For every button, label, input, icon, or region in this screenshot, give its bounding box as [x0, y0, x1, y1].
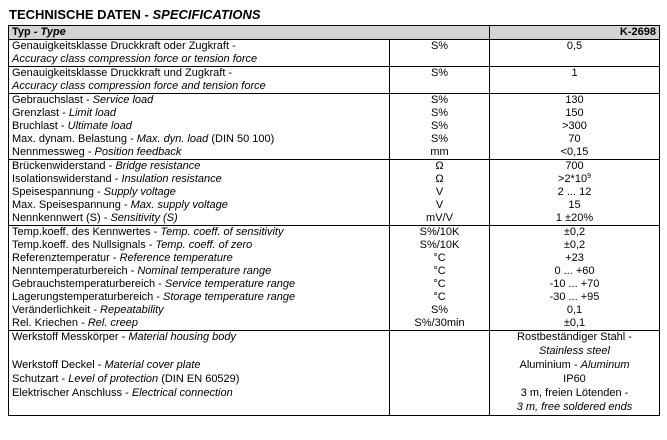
value-cell: 0,5 [490, 40, 660, 67]
param-cell: Gebrauchslast - Service load Grenzlast - Limit load Bruchlast - Ultimate load Max. dynam. Belastung - Max. dyn. load (DIN 50 100) Nennmessweg - Position feedback [9, 94, 390, 160]
type-label: Typ - Type [9, 26, 490, 40]
value-cell: Rostbeständiger Stahl - Stainless steel Aluminium - Aluminum IP60 3 m, freien Lötenden - 3 m, free soldered ends [490, 331, 660, 416]
unit-cell [390, 331, 490, 416]
table-row [9, 160, 660, 226]
model-number: K-2698 [490, 26, 660, 40]
spec-table [8, 25, 660, 416]
unit-cell: S% [390, 40, 490, 67]
unit-cell: S% S% S% S% mm [390, 94, 490, 160]
param-cell: Genauigkeitsklasse Druckkraft und Zugkraft - Accuracy class compression force and tension force [9, 67, 390, 94]
value-cell: 130 150 >300 70 <0,15 [490, 94, 660, 160]
table-row [9, 67, 660, 94]
param-cell: Werkstoff Messkörper - Material housing body Werkstoff Deckel - Material cover plate Schutzart - Level of protection (DIN EN 60529) Elektrischer Anschluss - Electrical connection [9, 331, 390, 416]
page-title [9, 7, 261, 22]
title-en: SPECIFICATIONS [152, 7, 261, 22]
unit-cell: S% [390, 67, 490, 94]
value-cell: ±0,2 ±0,2 +23 0 ... +60 -10 ... +70 -30 ... +95 0,1 ±0,1 [490, 226, 660, 331]
table-header-row [9, 26, 660, 40]
unit-cell: Ω Ω V V mV/V [390, 160, 490, 226]
table-row [9, 94, 660, 160]
param-cell: Genauigkeitsklasse Druckkraft oder Zugkraft - Accuracy class compression force or tension force [9, 40, 390, 67]
param-cell: Brückenwiderstand - Bridge resistance Isolationswiderstand - Insulation resistance Speisespannung - Supply voltage Max. Speisespannung - Max. supply voltage Nennkennwert (S) - Sensitivity (S) [9, 160, 390, 226]
table-row-materials [9, 331, 660, 416]
value-cell: 700 $>2*10^9$ 2 ... 12 15 1 ±20% [490, 160, 660, 226]
title-de: TECHNISCHE DATEN - [9, 7, 153, 22]
value-cell: 1 [490, 67, 660, 94]
unit-cell: S%/10K S%/10K °C °C °C °C S% S%/30min [390, 226, 490, 331]
table-row [9, 226, 660, 331]
table-row [9, 40, 660, 67]
param-cell: Temp.koeff. des Kennwertes - Temp. coeff. of sensitivity Temp.koeff. des Nullsignals - Temp. coeff. of zero Referenztemperatur - Reference temperature Nenntemperaturbereich - Nominal temperature range Gebrauchstemperaturbereich - Service temperature range Lagerungstemperaturbereich - Storage temperature range Veränderlichkeit - Repeatability Rel. Kriechen - Rel. creep [9, 226, 390, 331]
